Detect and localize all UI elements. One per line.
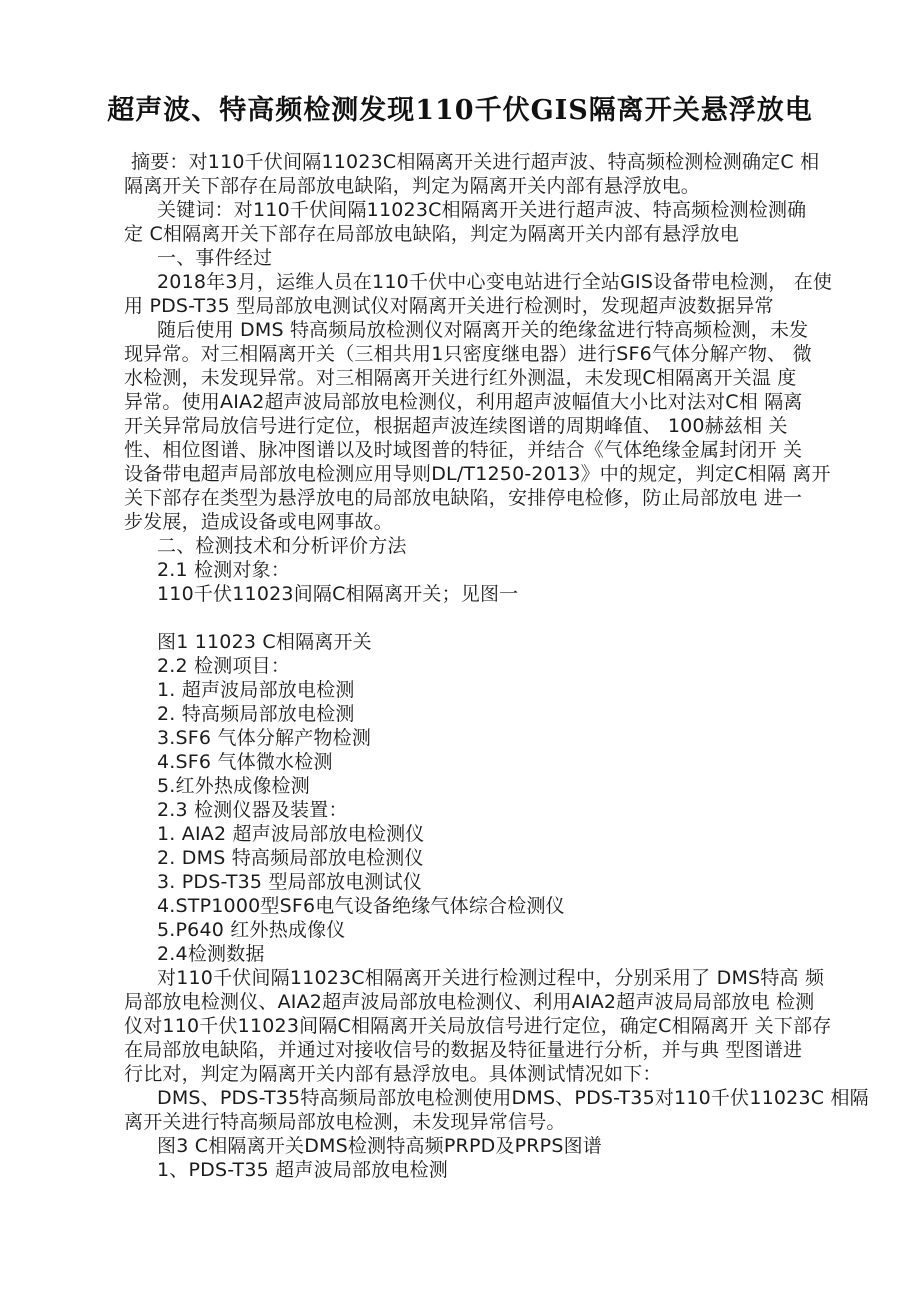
text-line: 110千伏11023间隔C相隔离开关；见图一: [157, 583, 519, 605]
text-line: 4.SF6 气体微水检测: [157, 751, 333, 773]
text-line: 关下部存在类型为悬浮放电的局部放电缺陷，安排停电检修，防止局部放电 进一: [124, 487, 803, 509]
text-line: 异常。使用AIA2超声波局部放电检测仪，利用超声波幅值大小比对法对C相 隔离: [124, 391, 803, 413]
text-line: 2. DMS 特高频局部放电检测仪: [157, 847, 424, 869]
text-line: 隔离开关下部存在局部放电缺陷，判定为隔离开关内部有悬浮放电。: [124, 175, 701, 197]
text-line: 图1 11023 C相隔离开关: [157, 631, 372, 653]
text-line: 仪对110千伏11023间隔C相隔离开关局放信号进行定位，确定C相隔离开 关下部存: [124, 1015, 832, 1037]
blank-line: [124, 606, 800, 630]
text-line: 5.P640 红外热成像仪: [157, 919, 346, 941]
text-line: 对110千伏间隔11023C相隔离开关进行检测过程中，分别采用了 DMS特高 频: [157, 967, 825, 989]
text-line: 定 C相隔离开关下部存在局部放电缺陷，判定为隔离开关内部有悬浮放电: [124, 223, 739, 245]
text-line: 步发展，造成设备或电网事故。: [124, 511, 393, 533]
text-line: 1. 超声波局部放电检测: [157, 679, 355, 701]
text-line: 水检测，未发现异常。对三相隔离开关进行红外测温，未发现C相隔离开关温 度: [124, 367, 797, 389]
text-line: 2.2 检测项目：: [157, 655, 291, 677]
text-line: 5.红外热成像检测: [157, 775, 310, 797]
text-line: 局部放电检测仪、AIA2超声波局部放电检测仪、利用AIA2超声波局局部放电 检测: [124, 991, 815, 1013]
text-line: 3.SF6 气体分解产物检测: [157, 727, 372, 749]
text-line: 性、相位图谱、脉冲图谱以及时域图普的特征，并结合《气体绝缘金属封闭开 关: [124, 439, 803, 461]
text-line: 图3 C相隔离开关DMS检测特高频PRPD及PRPS图谱: [157, 1135, 603, 1157]
text-line: 一、事件经过: [157, 247, 273, 269]
text-line: 用 PDS-T35 型局部放电测试仪对隔离开关进行检测时，发现超声波数据异常: [124, 295, 774, 317]
text-line: 1、PDS-T35 超声波局部放电检测: [157, 1159, 448, 1181]
text-line: 2018年3月，运维人员在110千伏中心变电站进行全站GIS设备带电检测， 在使: [157, 271, 833, 293]
text-line: 设备带电超声局部放电检测应用导则DL/T1250-2013》中的规定，判定C相隔 离开: [124, 463, 831, 485]
text-line: 行比对，判定为隔离开关内部有悬浮放电。具体测试情况如下：: [124, 1063, 662, 1085]
text-line: DMS、PDS-T35特高频局部放电检测使用DMS、PDS-T35对110千伏11023C 相隔: [157, 1087, 869, 1109]
text-line: 在局部放电缺陷，并通过对接收信号的数据及特征量进行分析，并与典 型图谱进: [124, 1039, 803, 1061]
text-line: 4.STP1000型SF6电气设备绝缘气体综合检测仪: [157, 895, 565, 917]
text-line: 2.1 检测对象：: [157, 559, 291, 581]
text-line: 3. PDS-T35 型局部放电测试仪: [157, 871, 423, 893]
text-line: 随后使用 DMS 特高频局放检测仪对隔离开关的绝缘盆进行特高频检测，未发: [157, 319, 809, 341]
text-line: 关键词：对110千伏间隔11023C相隔离开关进行超声波、特高频检测检测确: [157, 199, 807, 221]
document-title: 超声波、特高频检测发现110千伏GIS隔离开关悬浮放电: [107, 95, 813, 126]
document-body: [124, 150, 869, 1182]
text-line: 现异常。对三相隔离开关（三相共用1只密度继电器）进行SF6气体分解产物、 微: [124, 343, 812, 365]
text-line: 离开关进行特高频局部放电检测，未发现异常信号。: [124, 1111, 566, 1133]
text-line: 2. 特高频局部放电检测: [157, 703, 355, 725]
text-line: 2.3 检测仪器及装置：: [157, 799, 348, 821]
text-line: 开关异常局放信号进行定位，根据超声波连续图谱的周期峰值、 100赫兹相 关: [124, 415, 788, 437]
text-line: 摘要：对110千伏间隔11023C相隔离开关进行超声波、特高频检测检测确定C 相: [131, 151, 820, 173]
text-line: 2.4检测数据: [157, 943, 265, 965]
text-line: 二、检测技术和分析评价方法: [157, 535, 407, 557]
text-line: 1. AIA2 超声波局部放电检测仪: [157, 823, 425, 845]
